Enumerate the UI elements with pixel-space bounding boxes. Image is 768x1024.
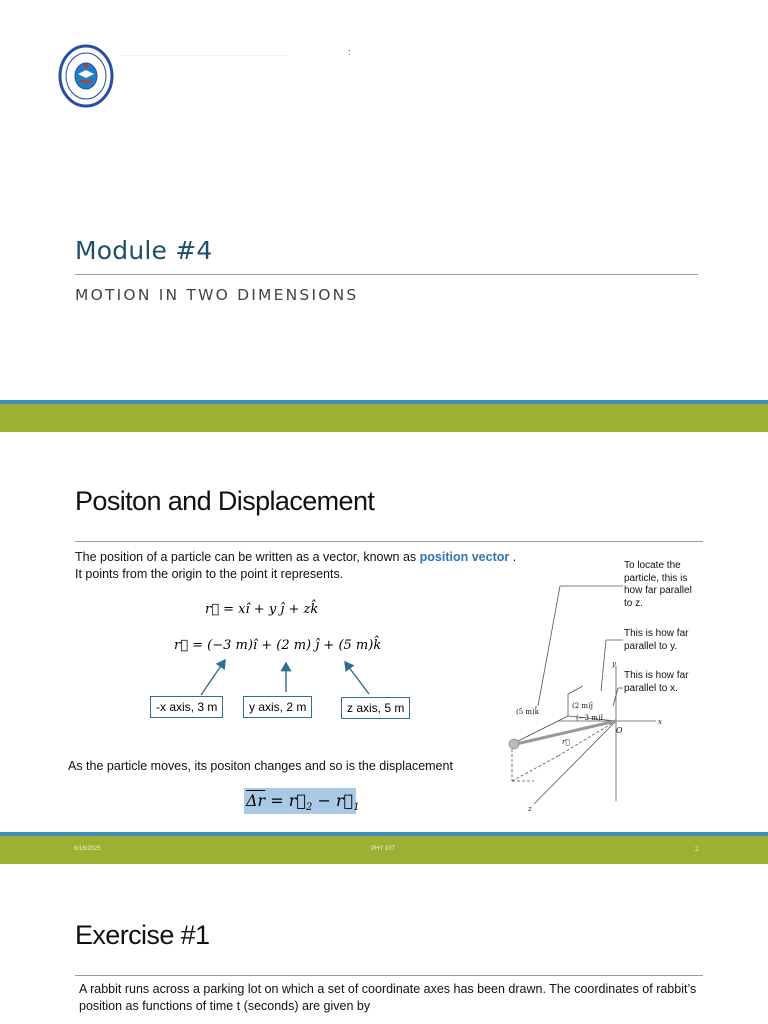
note-y: This is how far parallel to y. (624, 628, 689, 652)
z-component-box: z axis, 5 m (341, 697, 410, 719)
r2-vector: r⃗ (288, 791, 307, 810)
footer-course: PHY 107 (371, 846, 395, 852)
exercise-title: Exercise #1 (75, 920, 210, 950)
r1-subscript: 1 (353, 802, 360, 814)
y-component-box: y axis, 2 m (243, 696, 312, 718)
position-vector-figure (498, 556, 698, 818)
note-x: This is how far parallel to x. (624, 670, 689, 694)
arrow-z (345, 662, 369, 694)
exercise-paragraph: A rabbit runs across a parking lot on which a set of coordinate axes has been drawn. The coordinates of rabbit’s position as functions of time t (seconds) are given by (79, 982, 697, 1013)
delta-r-vector: $\overline{\Delta r}$ (246, 791, 266, 810)
label-x-axis: x (658, 718, 662, 726)
title-divider (75, 975, 703, 976)
x-component-box: -x axis, 3 m (150, 696, 223, 718)
label-5mk: (5 m)k̂ (516, 708, 540, 716)
module-subtitle: MOTION IN TWO DIMENSIONS (75, 286, 359, 304)
label-3mi: (−3 m)î (576, 714, 603, 722)
header-separator: : (348, 47, 351, 57)
position-vector-term: position vector (419, 550, 510, 564)
para-line-2: It points from the origin to the point it represents. (75, 567, 344, 581)
position-equation-numeric: r⃗ = (−3 m)î + (2 m) ĵ + (5 m)k̂ (174, 638, 382, 653)
label-r: r⃗ (562, 738, 570, 746)
label-z-axis: z (528, 805, 532, 813)
arrow-x (201, 660, 225, 695)
footer-page-number: 2 (695, 846, 699, 853)
label-y-axis: y (612, 660, 616, 668)
position-equation-general: r⃗ = xî + y ĵ + zk̂ (205, 602, 319, 617)
slide-title: Positon and Displacement (75, 486, 375, 516)
header-faded-text: ———————————————————————— (120, 52, 288, 59)
note-z: To locate the particle, this is how far parallel to z. (624, 560, 692, 609)
para-text: The position of a particle can be written as a vector, known as (75, 550, 420, 564)
footer-date: 6/16/2025 (74, 846, 101, 852)
label-origin: O (616, 726, 623, 735)
r1-vector: r⃗ (336, 791, 354, 810)
displacement-sentence: As the particle moves, its positon changes and so is the displacement (68, 759, 453, 773)
module-title: Module #4 (75, 236, 213, 265)
displacement-equation: $\overline{\Delta r}$ = $r⃗_2$ − $r⃗_1$ (244, 788, 356, 814)
label-2mj: (2 m)ĵ (572, 702, 593, 710)
r2-subscript: 2 (306, 802, 313, 814)
para-text-end: . (509, 550, 517, 564)
